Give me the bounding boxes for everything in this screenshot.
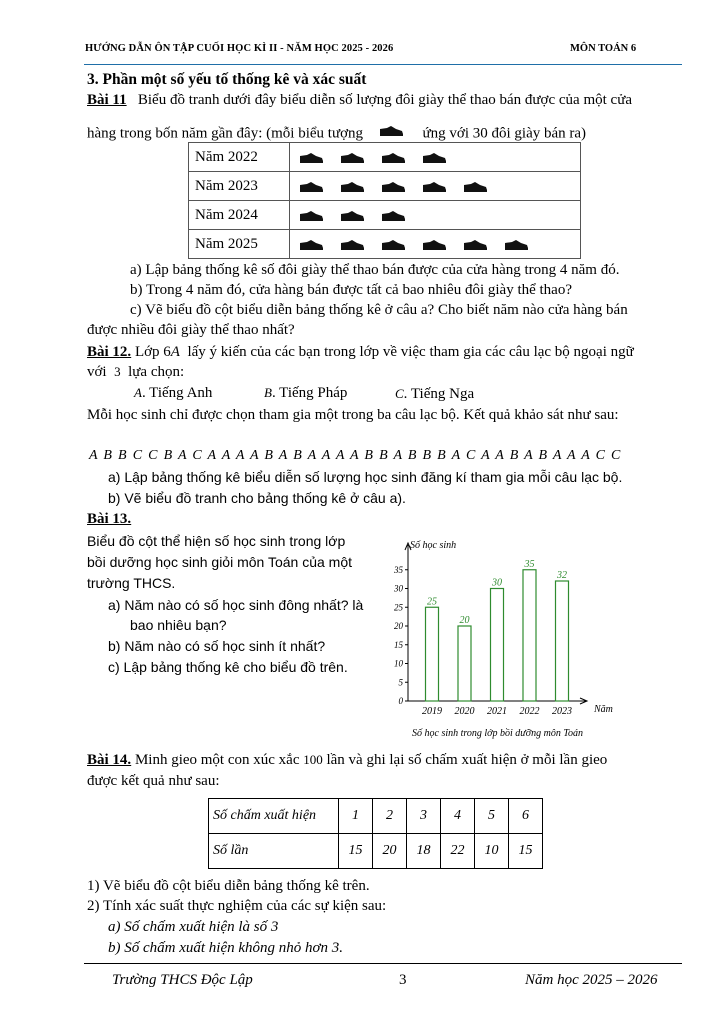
bai13-question-c: c) Lập bảng thống kê cho biểu đồ trên. [108, 659, 348, 675]
bai13-line3: trường THCS. [87, 575, 176, 591]
bai11-text2a: hàng trong bốn năm gần đây: (mỗi biểu tượng [87, 125, 364, 142]
chart-y-tick-label: 5 [398, 677, 403, 688]
chart-value-label: 35 [524, 558, 535, 570]
shoe-icon [298, 208, 324, 222]
bai11-question-a: a) Lập bảng thống kê số đôi giày thể thao bán được của cửa hàng trong 4 năm đó. [130, 262, 620, 278]
footer-year: Năm học 2025 – 2026 [525, 972, 658, 988]
shoe-icon [298, 237, 324, 251]
bai13-question-b: b) Năm nào có số học sinh ít nhất? [108, 638, 326, 654]
bai12-question-a: a) Lập bảng thống kê biểu diễn số lượng học sinh đăng kí tham gia mỗi câu lạc bộ. [108, 469, 623, 485]
chart-y-tick-label: 20 [394, 621, 403, 631]
bai12-line1 [87, 344, 634, 361]
bai11-question-b: b) Trong 4 năm đó, cửa hàng bán được tất cả bao nhiêu đôi giày thể thao? [130, 282, 573, 298]
bai12-option-a [134, 385, 212, 402]
dice-face-cell: 5 [475, 799, 509, 834]
chart-bar [491, 589, 504, 702]
opt-b-letter: B [264, 385, 272, 400]
shoe-legend-icon [377, 123, 405, 137]
dice-count-cell: 20 [373, 834, 407, 869]
chart-y-tick-label: 15 [394, 639, 403, 650]
pictograph-row [189, 230, 581, 259]
chart-category-label: 2020 [454, 706, 475, 717]
footer-school: Trường THCS Độc Lập [112, 972, 253, 988]
chart-bar [458, 626, 471, 701]
pictograph-icons [290, 172, 581, 201]
shoe-icon [421, 237, 447, 251]
chart-category-label: 2019 [422, 706, 442, 717]
chart-value-label: 25 [427, 596, 437, 608]
footer-rule [84, 963, 682, 964]
dice-count-cell: 15 [509, 834, 543, 869]
dice-row-header-counts: Số lần [209, 834, 339, 869]
dice-table [208, 798, 543, 869]
opt-a-text: . Tiếng Anh [141, 385, 213, 401]
chart-bar [523, 570, 536, 701]
bai14-question-2: 2) Tính xác suất thực nghiệm của các sự kiện sau: [87, 898, 387, 914]
dice-count-cell: 18 [407, 834, 441, 869]
chart-bar [556, 581, 569, 701]
chart-category-label: 2021 [487, 706, 507, 717]
bai14-question-2a: a) Số chấm xuất hiện là số 3 [108, 919, 279, 935]
bai11-text1: Biểu đồ tranh dưới đây biểu diễn số lượng đôi giày thể thao bán được của một cửa [137, 92, 632, 108]
bai13-line1: Biểu đồ cột thể hiện số học sinh trong lớp [87, 533, 346, 549]
opt-c-text: . Tiếng Nga [403, 386, 475, 402]
bai14-line1 [87, 752, 607, 769]
bai12-text1b: lấy ý kiến của các bạn trong lớp về việc tham gia các câu lạc bộ ngoại ngữ [187, 344, 634, 360]
dice-row-header-faces: Số chấm xuất hiện [209, 799, 339, 834]
chart-y-tick-label: 30 [394, 583, 403, 594]
dice-face-cell: 3 [407, 799, 441, 834]
shoe-icon [339, 179, 365, 193]
bai11-question-c2: được nhiều đôi giày thể thao nhất? [87, 322, 295, 338]
pictograph-table [188, 142, 581, 259]
pictograph-row [189, 172, 581, 201]
shoe-icon [462, 237, 488, 251]
section-title: 3. Phần một số yếu tố thống kê và xác suất [87, 71, 367, 88]
shoe-icon [462, 179, 488, 193]
shoe-icon [380, 179, 406, 193]
header-rule [84, 64, 682, 65]
shoe-icon [380, 150, 406, 164]
pictograph-year: Năm 2022 [189, 143, 290, 172]
bai14-label: Bài 14. [87, 752, 132, 768]
chart-value-label: 30 [492, 577, 502, 589]
opt-a-letter: A [134, 385, 142, 400]
chart-y-tick-label: 35 [394, 564, 403, 575]
chart-value-label: 32 [557, 570, 567, 581]
bai12-num: 3 [114, 364, 121, 379]
bai12-class-var: A [170, 344, 180, 360]
opt-b-text: . Tiếng Pháp [271, 385, 348, 401]
bai13-question-a1: a) Năm nào có số học sinh đông nhất? là [108, 597, 364, 613]
dice-face-cell: 4 [441, 799, 475, 834]
chart-value-label: 20 [459, 615, 470, 626]
pictograph-year: Năm 2023 [189, 172, 290, 201]
pictograph-year: Năm 2024 [189, 201, 290, 230]
footer-page-number: 3 [399, 972, 407, 988]
bai12-text1a: Lớp 6 [134, 344, 171, 360]
bai11-label: Bài 11 [87, 92, 127, 108]
dice-face-cell: 6 [509, 799, 543, 834]
page-header-subject: MÔN TOÁN 6 [570, 43, 637, 54]
pictograph-icons [290, 230, 581, 259]
pictograph-row [189, 201, 581, 230]
shoe-icon [339, 208, 365, 222]
bai13-line2: bồi dưỡng học sinh giỏi môn Toán của một [87, 554, 353, 570]
bai12-line2 [87, 364, 184, 381]
dice-face-cell: 2 [373, 799, 407, 834]
shoe-icon [298, 179, 324, 193]
pictograph-row [189, 143, 581, 172]
bai12-question-b: b) Vẽ biểu đồ tranh cho bảng thống kê ở câu a). [108, 490, 406, 506]
shoe-icon [380, 237, 406, 251]
dice-count-cell: 10 [475, 834, 509, 869]
shoe-icon [503, 237, 529, 251]
dice-count-cell: 15 [339, 834, 373, 869]
bai14-text1b: lần và ghi lại số chấm xuất hiện ở mỗi lần gieo [326, 752, 608, 768]
bai11-text2b: ứng với 30 đôi giày bán ra) [422, 125, 587, 142]
page-header-title: HƯỚNG DẪN ÔN TẬP CUỐI HỌC KÌ II - NĂM HỌC 2025 - 2026 [85, 43, 394, 54]
shoe-icon [421, 150, 447, 164]
shoe-icon [298, 150, 324, 164]
bai12-line3: Mỗi học sinh chỉ được chọn tham gia một trong ba câu lạc bộ. Kết quả khảo sát như sau: [87, 407, 619, 423]
opt-c-letter: C [395, 386, 404, 401]
shoe-icon [380, 208, 406, 222]
bai12-sequence: A B B C C B A C A A A A B A B A A A A B B A B B B A C A A B A B A A A C C [89, 448, 621, 463]
pictograph-icons [290, 201, 581, 230]
bai14-text1a: Minh gieo một con xúc xắc [134, 752, 300, 768]
chart-y-tick-label: 25 [394, 602, 403, 613]
bai12-text2b: lựa chọn: [128, 364, 185, 380]
bai14-question-1: 1) Vẽ biểu đồ cột biểu diễn bảng thống kê trên. [87, 878, 370, 894]
bai12-text2a: với [87, 364, 107, 380]
chart-caption: Số học sinh trong lớp bồi dưỡng môn Toán [412, 728, 583, 739]
bai14-num: 100 [303, 752, 323, 767]
bar-chart [372, 535, 642, 745]
bai14-line2: được kết quả như sau: [87, 773, 220, 789]
pictograph-year: Năm 2025 [189, 230, 290, 259]
bai13-label: Bài 13. [87, 511, 132, 527]
bai11-question-c1: c) Vẽ biểu đồ cột biểu diễn bảng thống kê ở câu a? Cho biết năm nào cửa hàng bán [130, 302, 628, 318]
bai12-option-c [395, 386, 474, 403]
shoe-icon [339, 237, 365, 251]
chart-bar [426, 607, 439, 701]
chart-category-label: 2022 [519, 706, 540, 717]
bai12-option-b [264, 385, 347, 402]
chart-xlabel: Năm [594, 704, 613, 715]
chart-y-tick-label: 10 [394, 658, 403, 669]
chart-ylabel: Số học sinh [410, 540, 457, 551]
dice-face-cell: 1 [339, 799, 373, 834]
chart-category-label: 2023 [552, 706, 572, 717]
bai14-question-2b: b) Số chấm xuất hiện không nhỏ hơn 3. [108, 940, 344, 956]
chart-y-tick-label: 0 [398, 696, 403, 706]
pictograph-icons [290, 143, 581, 172]
bai13-question-a2: bao nhiêu bạn? [130, 617, 227, 633]
shoe-icon [339, 150, 365, 164]
dice-count-cell: 22 [441, 834, 475, 869]
bai12-label: Bài 12. [87, 344, 132, 360]
bai11-line1 [87, 92, 632, 109]
shoe-icon [421, 179, 447, 193]
